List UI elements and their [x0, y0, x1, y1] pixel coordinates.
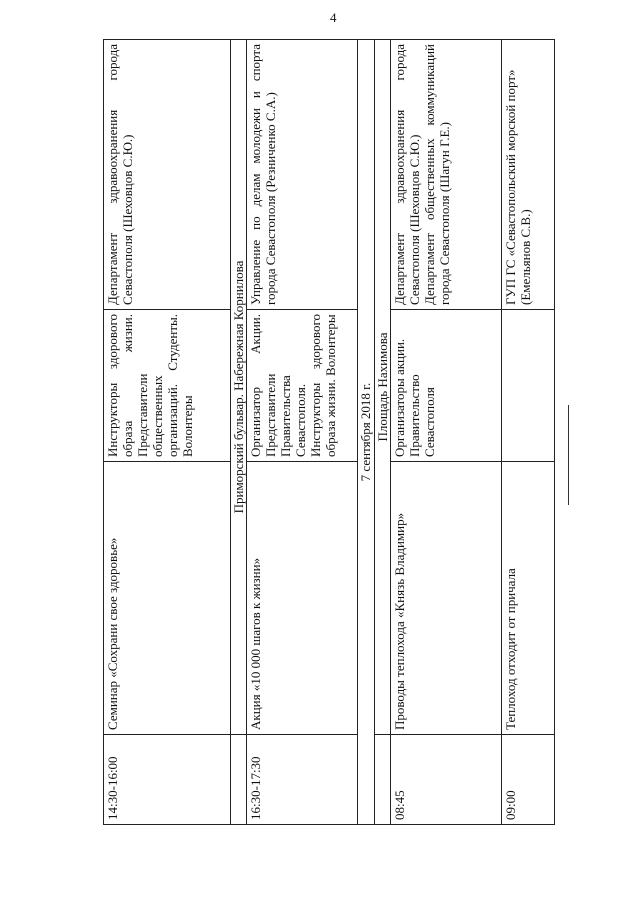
responsible-cell: [390, 40, 501, 310]
date-row: [358, 40, 374, 825]
responsible-cell: Управление по делам молодежи и спорта города Севастополя (Резниченко С.А.): [246, 40, 357, 310]
section-title: Площадь Нахимова: [374, 40, 390, 735]
event-cell: Проводы теплохода «Князь Владимир»: [390, 462, 501, 735]
responsible-line-2: Департамент общественных коммуникаций города Севастополя (Шагун Г.Е.): [421, 44, 452, 305]
time-cell: 16:30-17:30: [246, 735, 357, 825]
table-row: [502, 40, 555, 825]
date-header: 7 сентября 2018 г.: [358, 40, 374, 825]
participants-cell: [502, 310, 555, 462]
table-row: [246, 40, 357, 825]
participants-cell: Инструкторы здорового образа жизни. Представители общественных организаций. Студенты. Волонтеры: [104, 310, 231, 462]
signature-line: [568, 405, 569, 505]
participants-cell: Организатор Акции. Представители Правительства Севастополя. Инструкторы здорового образа жизни. Волонтеры: [246, 310, 357, 462]
section-row: [230, 40, 246, 825]
table-row: [104, 40, 231, 825]
event-cell: Семинар «Сохрани свое здоровье»: [104, 462, 231, 735]
schedule-table: [103, 39, 555, 825]
responsible-line-1: Департамент здравоохранения города Севастополя (Шеховцов С.Ю.): [391, 44, 422, 305]
time-cell: 08:45: [390, 735, 501, 825]
table-row: [390, 40, 501, 825]
time-cell: 09:00: [502, 735, 555, 825]
responsible-cell: ГУП ГС «Севастопольский морской порт» (Емельянов С.В.): [502, 40, 555, 310]
time-cell: 14:30-16:00: [104, 735, 231, 825]
section-title: Приморский бульвар. Набережная Корнилова: [230, 40, 246, 735]
rotated-table-wrapper: [103, 40, 555, 825]
section-row: [374, 40, 390, 825]
event-cell: Акция «10 000 шагов к жизни»: [246, 462, 357, 735]
event-cell: Теплоход отходит от причала: [502, 462, 555, 735]
page-number: 4: [330, 10, 337, 25]
participants-cell: Организаторы акции. Правительство Севастополя: [390, 310, 501, 462]
responsible-cell: Департамент здравоохранения города Севастополя (Шеховцов С.Ю.): [104, 40, 231, 310]
